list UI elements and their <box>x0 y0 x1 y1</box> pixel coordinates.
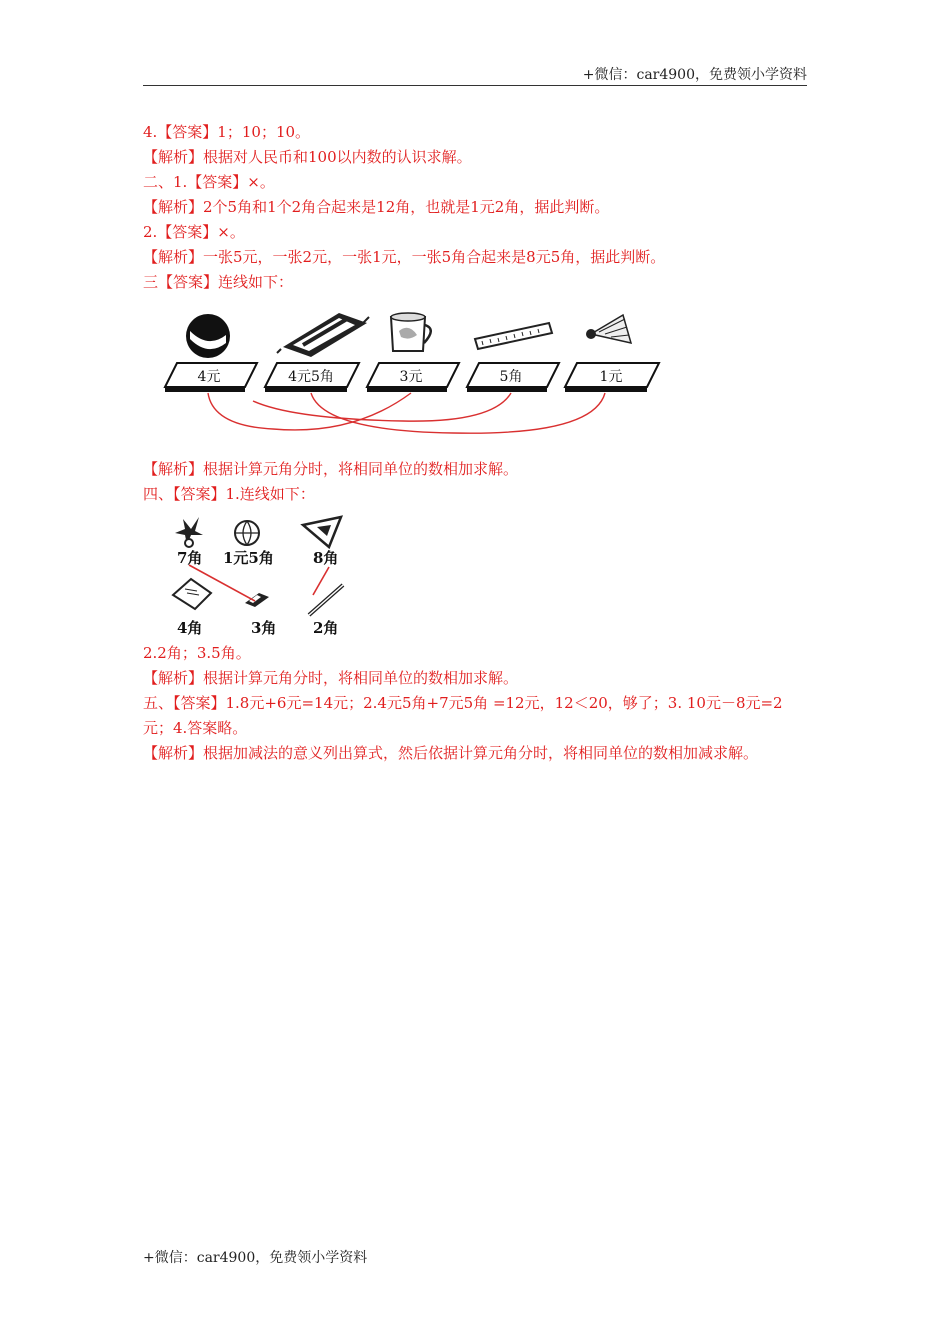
price-label: 2角 <box>313 619 339 637</box>
answer-line: 2.【答案】×。 <box>143 223 245 241</box>
ball-icon <box>186 314 230 358</box>
price-label: 8角 <box>313 549 339 567</box>
price-label: 1元 <box>599 369 623 385</box>
notebook-icon <box>173 579 211 609</box>
answer-line: 元；4.答案略。 <box>143 719 248 737</box>
answer-line: 4.【答案】1；10；10。 <box>143 123 311 141</box>
analysis-line: 【解析】一张5元，一张2元，一张1元，一张5角合起来是8元5角，据此判断。 <box>143 248 666 266</box>
connecting-line <box>313 567 329 595</box>
analysis-line: 【解析】根据计算元角分时，将相同单位的数相加求解。 <box>143 460 519 478</box>
price-label: 4角 <box>177 619 203 637</box>
price-label: 7角 <box>177 549 203 567</box>
answer-line: 五、【答案】1.8元+6元=14元；2.4元5角+7元5角 =12元，12＜20，够了；3. 10元－8元=2 <box>143 694 783 712</box>
answer-line: 四、【答案】1.连线如下： <box>143 485 315 503</box>
price-label: 1元5角 <box>223 549 274 567</box>
price-label: 5角 <box>499 369 523 385</box>
analysis-line: 【解析】2个5角和1个2角合起来是12角，也就是1元2角，据此判断。 <box>143 198 610 216</box>
price-label: 3元 <box>399 369 423 385</box>
price-label: 3角 <box>251 619 277 637</box>
header-rule <box>143 85 807 86</box>
matching-figure-1 <box>153 301 663 451</box>
matching-figure-2 <box>153 511 363 639</box>
page-header: +微信：car4900，免费领小学资料 <box>582 67 807 83</box>
answer-line: 二、1.【答案】×。 <box>143 173 275 191</box>
answer-line: 2.2角；3.5角。 <box>143 644 251 662</box>
ball-icon <box>235 521 259 545</box>
price-label: 4元 <box>197 369 221 385</box>
analysis-line: 【解析】根据对人民币和100以内数的认识求解。 <box>143 148 472 166</box>
pinwheel-icon <box>175 517 203 547</box>
answer-line: 三【答案】连线如下： <box>143 273 294 291</box>
pencil-icon <box>309 585 343 615</box>
answer-content <box>143 120 811 766</box>
price-label: 4元5角 <box>288 369 334 385</box>
triangle-ruler-icon <box>303 517 341 547</box>
analysis-line: 【解析】根据计算元角分时，将相同单位的数相加求解。 <box>143 669 519 687</box>
analysis-line: 【解析】根据加减法的意义列出算式，然后依据计算元角分时，将相同单位的数相加减求解。 <box>143 744 759 762</box>
eraser-icon <box>245 593 269 607</box>
page-footer: +微信：car4900，免费领小学资料 <box>143 1250 368 1266</box>
